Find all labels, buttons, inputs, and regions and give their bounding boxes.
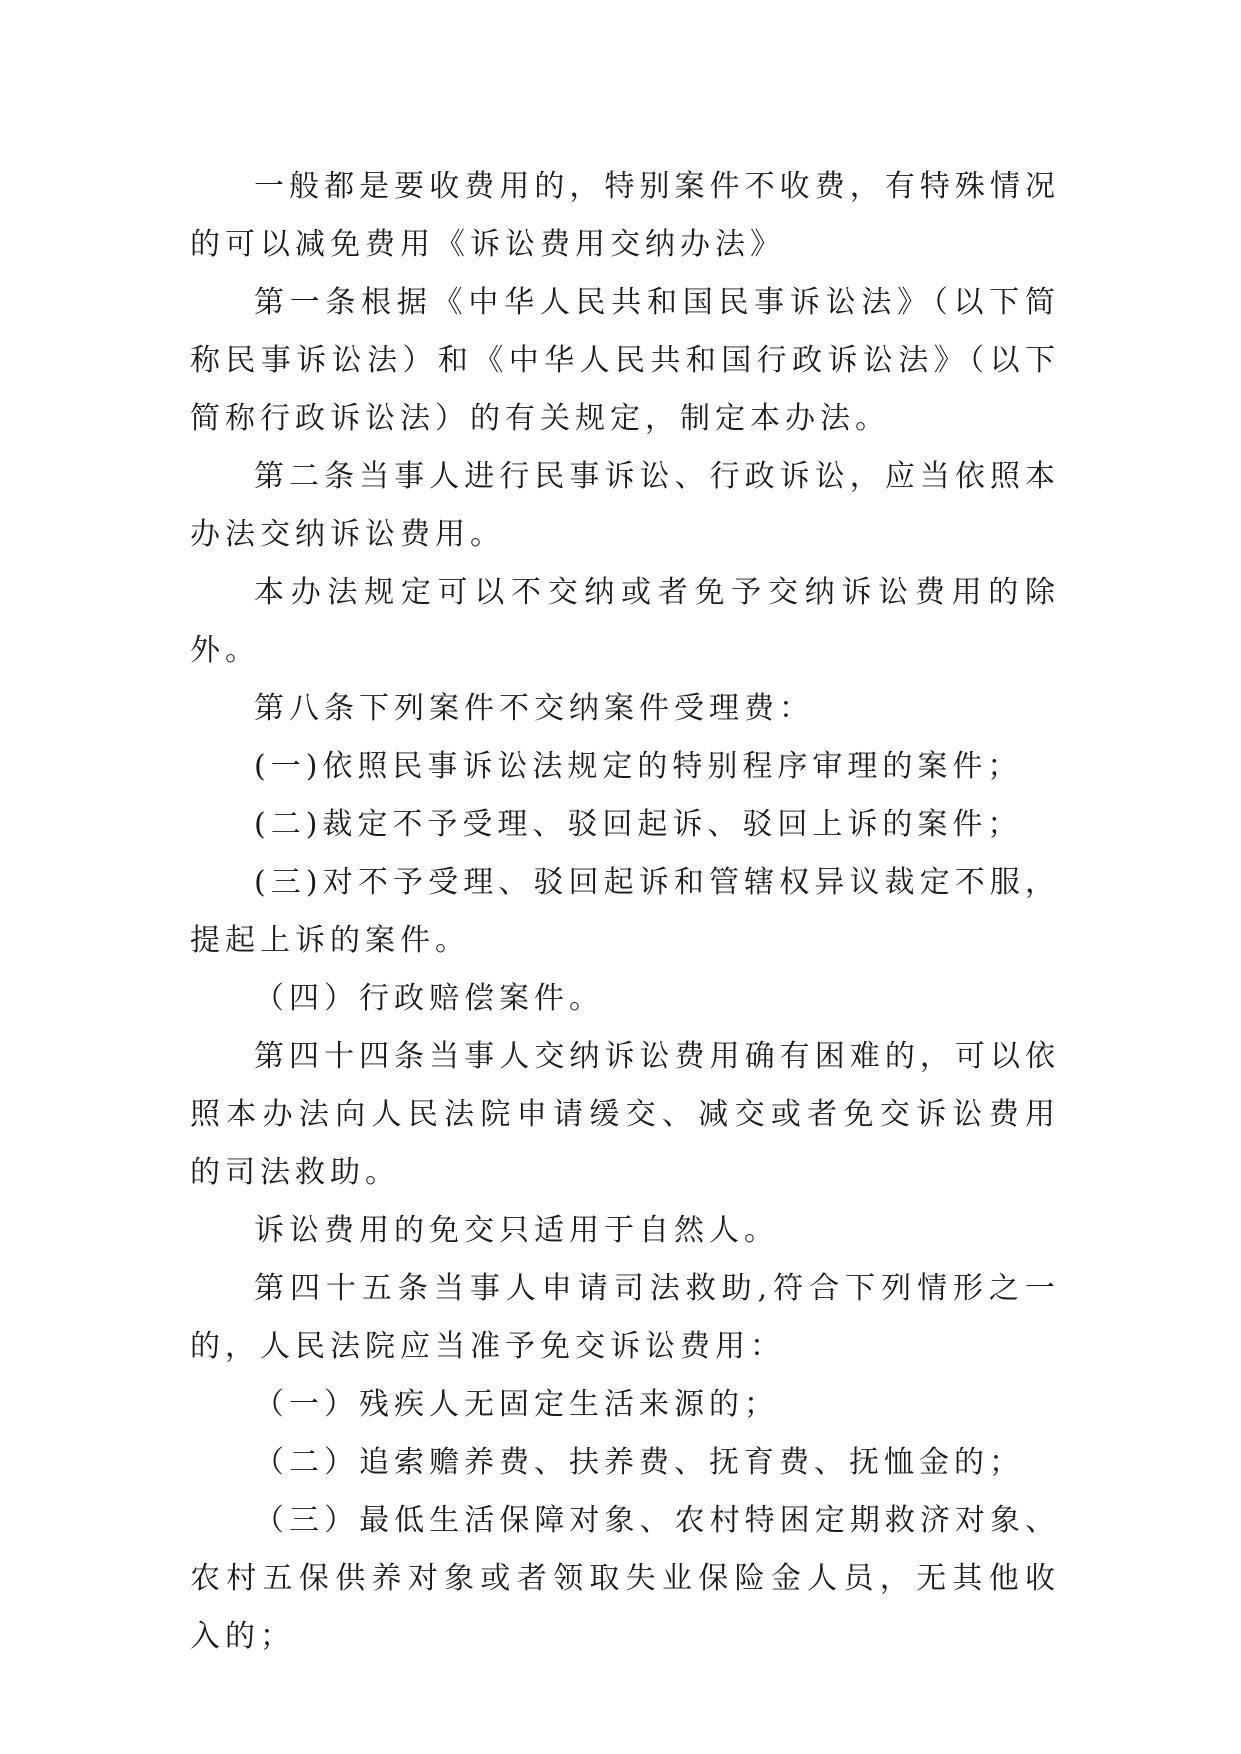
- paragraph-8: (三)对不予受理、驳回起诉和管辖权异议裁定不服，提起上诉的案件。: [190, 865, 1060, 958]
- paragraph-9: （四）行政赔偿案件。: [254, 981, 604, 1016]
- paragraph-5: 第八条下列案件不交纳案件受理费：: [254, 691, 814, 726]
- paragraph-14: （二）追索赡养费、扶养费、抚育费、抚恤金的；: [254, 1445, 1024, 1480]
- document-body: [190, 158, 1060, 1666]
- paragraph-2: 第一条根据《中华人民共和国民事诉讼法》（以下简称民事诉讼法）和《中华人民共和国行政诉讼法》（以下简称行政诉讼法）的有关规定，制定本办法。: [190, 285, 1060, 436]
- paragraph-10: 第四十四条当事人交纳诉讼费用确有困难的，可以依照本办法向人民法院申请缓交、减交或者免交诉讼费用的司法救助。: [190, 1039, 1060, 1190]
- paragraph-3: 第二条当事人进行民事诉讼、行政诉讼，应当依照本办法交纳诉讼费用。: [190, 459, 1060, 552]
- paragraph-11: 诉讼费用的免交只适用于自然人。: [254, 1213, 779, 1248]
- paragraph-1: 一般都是要收费用的，特别案件不收费，有特殊情况的可以减免费用《诉讼费用交纳办法》: [190, 169, 1060, 262]
- paragraph-6: (一)依照民事诉讼法规定的特别程序审理的案件；: [254, 749, 1023, 784]
- paragraph-12: 第四十五条当事人申请司法救助,符合下列情形之一的，人民法院应当准予免交诉讼费用：: [190, 1271, 1060, 1364]
- paragraph-13: （一）残疾人无固定生活来源的；: [254, 1387, 779, 1422]
- paragraph-7: (二)裁定不予受理、驳回起诉、驳回上诉的案件；: [254, 807, 1023, 842]
- paragraph-4: 本办法规定可以不交纳或者免予交纳诉讼费用的除外。: [190, 575, 1060, 668]
- paragraph-15: （三）最低生活保障对象、农村特困定期救济对象、农村五保供养对象或者领取失业保险金人员，无其他收入的；: [190, 1503, 1060, 1654]
